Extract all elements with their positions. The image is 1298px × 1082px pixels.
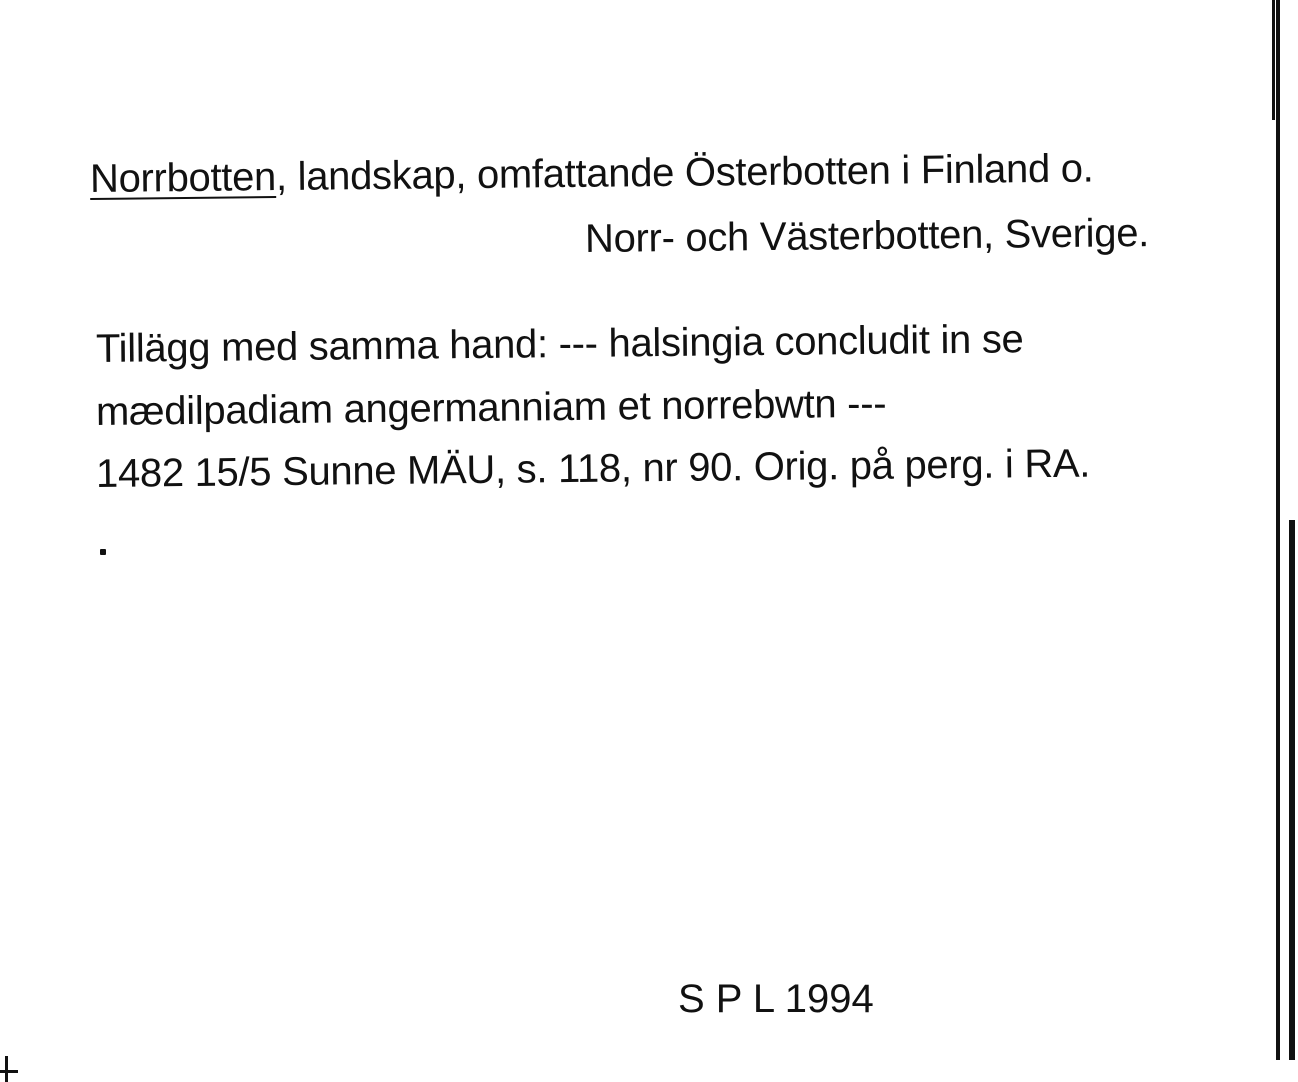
card-right-border	[1276, 0, 1280, 1060]
entry-definition-part-1: , landskap, omfattande Österbotten i Finland o.	[275, 146, 1094, 200]
source-citation: 1482 15/5 Sunne MÄU, s. 118, nr 90. Orig. på perg. i RA.	[95, 441, 1091, 496]
addendum-line-2: mædilpadiam angermanniam et norrebwtn ---	[95, 381, 887, 434]
crop-mark-vertical	[5, 1056, 8, 1082]
crop-mark-horizontal	[0, 1070, 18, 1073]
card-right-border-top	[1272, 0, 1275, 120]
entry-headword: Norrbotten	[89, 155, 277, 201]
addendum-line-1: Tillägg med samma hand: --- halsingia concludit in se	[95, 317, 1024, 371]
entry-line-1	[90, 144, 1094, 203]
stray-dot-mark	[100, 549, 106, 555]
card-right-border-shadow	[1289, 520, 1295, 1060]
entry-definition-part-2: Norr- och Västerbotten, Sverige.	[584, 211, 1150, 261]
author-signature: S P L 1994	[678, 977, 874, 1021]
corner-crop-mark	[0, 1052, 20, 1082]
